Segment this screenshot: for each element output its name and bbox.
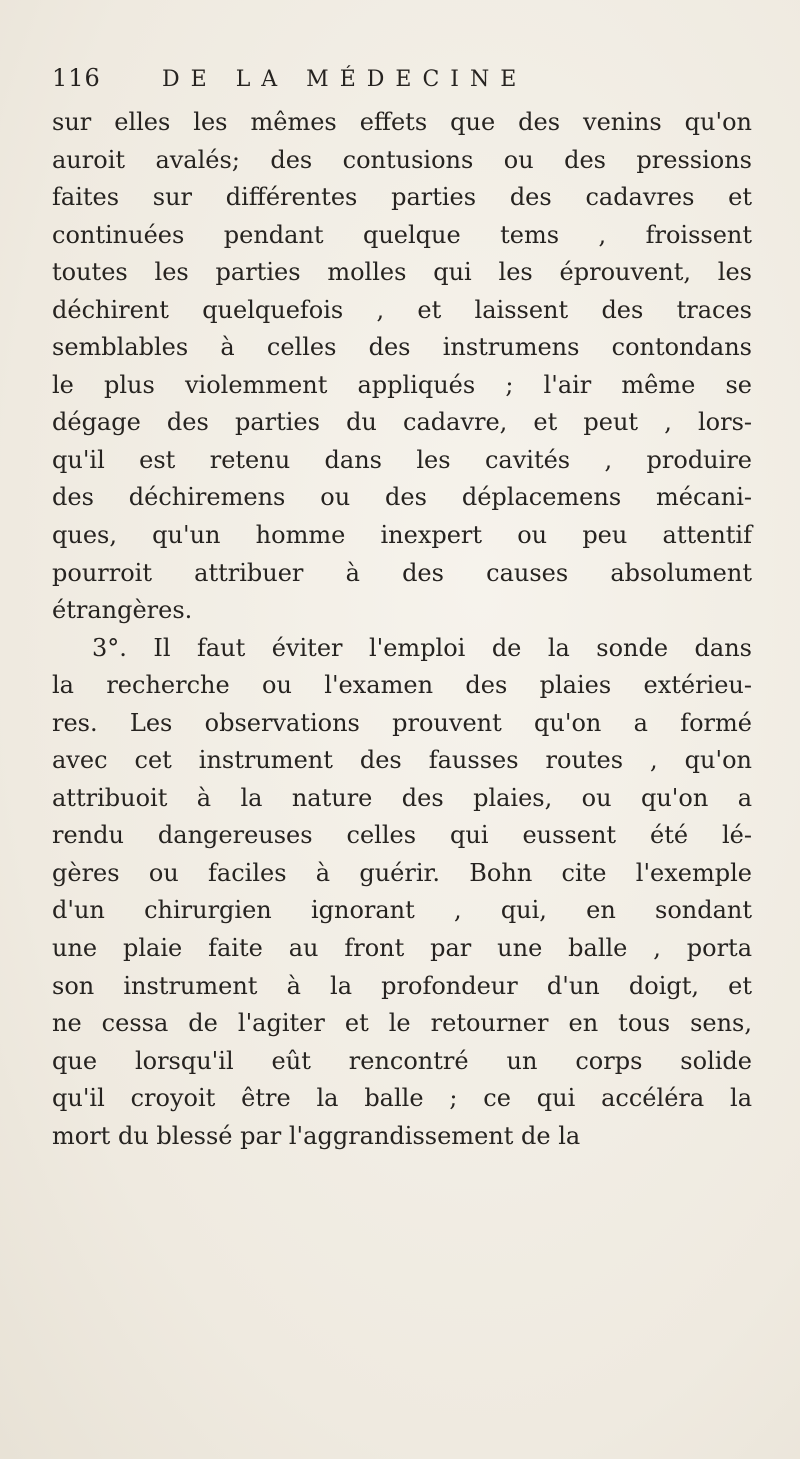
text-line: ne cessa de l'agiter et le retourner en tous sens,: [52, 1009, 752, 1038]
text-line: res. Les observations prouvent qu'on a formé: [52, 708, 752, 737]
text-line: avec cet instrument des fausses routes , qu'on: [52, 746, 752, 775]
text-line: attribuoit à la nature des plaies, ou qu'on a: [52, 783, 752, 812]
text-line: mort du blessé par l'aggrandissement de la: [52, 1121, 581, 1150]
text-line: dégage des parties du cadavre, et peut , lors-: [52, 408, 752, 437]
running-title: DE LA MÉDECINE: [162, 67, 528, 92]
text-line: pourroit attribuer à des causes absolument: [52, 558, 752, 587]
page-header: [52, 64, 752, 104]
text-line: des déchiremens ou des déplacemens mécani-: [52, 483, 752, 512]
text-line: toutes les parties molles qui les éprouvent, les: [52, 258, 752, 287]
text-line: semblables à celles des instrumens contondans: [52, 333, 752, 362]
text-line: que lorsqu'il eût rencontré un corps solide: [52, 1046, 752, 1075]
text-line: d'un chirurgien ignorant , qui, en sondant: [52, 896, 752, 925]
text-line: ques, qu'un homme inexpert ou peu attentif: [52, 521, 752, 550]
text-line: rendu dangereuses celles qui eussent été lé-: [52, 821, 752, 850]
text-line: auroit avalés; des contusions ou des pressions: [52, 145, 752, 174]
text-line: qu'il croyoit être la balle ; ce qui accéléra la: [52, 1084, 752, 1113]
text-line: étrangères.: [52, 596, 193, 625]
text-line: le plus violemment appliqués ; l'air même se: [52, 370, 752, 399]
text-line: déchirent quelquefois , et laissent des traces: [52, 295, 752, 324]
text-line: son instrument à la profondeur d'un doigt, et: [52, 971, 752, 1000]
page-number: 116: [52, 64, 101, 92]
text-line: la recherche ou l'examen des plaies extérieu-: [52, 671, 752, 700]
text-line: continuées pendant quelque tems , froissent: [52, 220, 752, 249]
text-line: qu'il est retenu dans les cavités , produire: [52, 445, 752, 474]
body-text: [52, 104, 752, 1155]
text-line: sur elles les mêmes effets que des venins qu'on: [52, 108, 752, 136]
text-line: faites sur différentes parties des cadavres et: [52, 183, 752, 212]
text-line: 3°. Il faut éviter l'emploi de la sonde dans: [92, 633, 752, 662]
text-line: une plaie faite au front par une balle , porta: [52, 934, 752, 963]
text-line: gères ou faciles à guérir. Bohn cite l'exemple: [52, 858, 752, 887]
